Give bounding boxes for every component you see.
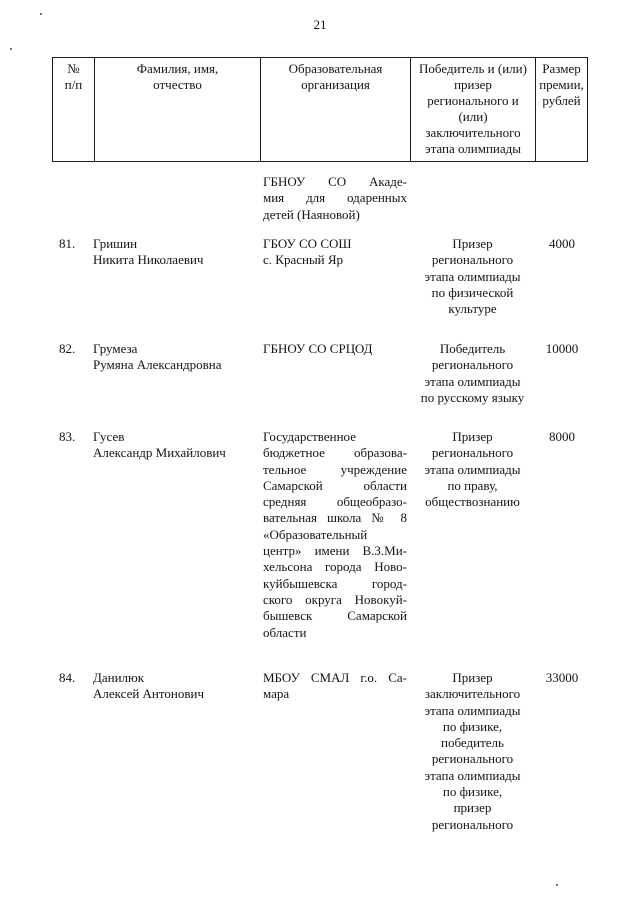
organization-line: с. Красный Яр [263,252,344,268]
result-line: этапа олимпиады [424,702,521,718]
olympiad-result [407,670,538,833]
row-number: 82. [59,341,76,356]
olympiad-result [407,429,538,510]
name-line: Гришин [93,236,138,251]
result-line: по физической [431,284,514,300]
result-line: Победитель [439,341,506,356]
organization [263,670,407,703]
result-line: этапа олимпиады [424,373,521,389]
result-line: победитель [441,735,504,751]
result-line: регионального [431,816,514,832]
organization-line: Самарской области [263,477,407,493]
result-line: Призер [452,670,493,685]
result-line: этапа олимпиады [424,767,521,783]
organization-line: детей (Наяновой) [263,206,360,222]
result-line: по праву, [447,477,498,493]
olympiad-result [407,341,538,406]
organization-line: бышевск Самарской [263,608,407,624]
row-number: 81. [59,236,76,251]
organization-line: Государственное [263,429,356,444]
name-line: Румяна Александровна [93,357,222,373]
result-line: этапа олимпиады [424,461,521,477]
result-line: регионального [431,252,514,268]
name-line: Алексей Антонович [93,686,204,702]
prize-amount: 33000 [545,670,579,685]
scan-speck [10,48,12,50]
prize-amount: 10000 [545,341,579,356]
name-line: Грумеза [93,341,138,356]
result-line: культуре [448,301,497,317]
result-line: по физике, [442,718,503,734]
organization-line: ГБНОУ СО СРЦОД [263,341,373,356]
header-prize: Размер премии, рублей [536,58,588,162]
result-line: призер [453,800,492,816]
student-name [93,429,255,462]
result-line: регионального [431,445,514,461]
organization-line: хельсона города Ново- [263,559,407,575]
result-line: этапа олимпиады [424,268,521,284]
organization-line: ГБНОУ СО Акаде- [263,174,407,189]
page-number: 21 [313,17,327,32]
organization-line: МБОУ СМАЛ г.о. Са- [263,670,407,685]
header-number: № п/п [53,58,95,162]
result-line: заключительного [424,686,521,702]
organization-line: средняя общеобразо- [263,494,407,510]
result-line: обществознанию [425,494,520,510]
olympiad-result [407,236,538,317]
result-line: по русскому языку [420,389,525,405]
scan-speck [40,13,42,15]
result-line: регионального [431,357,514,373]
organization-line: ГБОУ СО СОШ [263,236,352,251]
student-name [93,670,255,703]
organization [263,429,407,641]
organization [263,236,407,269]
prize-amount: 8000 [549,429,575,444]
prize-amount: 4000 [549,236,575,251]
row-number: 83. [59,429,76,444]
name-line: Данилюк [93,670,145,685]
row-number: 84. [59,670,76,685]
header-result: Победитель и (или) призер регионального и (или) заключительного этапа олимпиады [411,58,536,162]
organization-line: мия для одаренных [263,190,407,206]
name-line: Александр Михайлович [93,445,226,461]
result-line: регионального [431,751,514,767]
organization-line: центр» имени В.З.Ми- [263,543,407,559]
organization-line: куйбышевска город- [263,575,407,591]
organization-line: бюджетное образова- [263,445,407,461]
scan-speck [556,884,558,886]
header-name: Фамилия, имя, отчество [95,58,261,162]
organization-line: области [263,624,307,640]
organization-line: мара [263,686,290,702]
organization-line: «Образовательный [263,526,368,542]
result-line: по физике, [442,784,503,800]
organization [263,341,407,357]
header-row [53,58,588,162]
name-line: Гусев [93,429,125,444]
result-line: Призер [452,236,493,251]
student-name [93,341,255,374]
organization-line: тельное учреждение [263,461,407,477]
name-line: Никита Николаевич [93,252,204,268]
student-name [93,236,255,269]
header-organization: Образовательная организация [261,58,411,162]
organization-line: ского округа Новокуй- [263,591,407,607]
continuation-organization [263,174,407,223]
organization-line: вательная школа № 8 [263,510,407,526]
awards-table-header [52,57,588,162]
result-line: Призер [452,429,493,444]
